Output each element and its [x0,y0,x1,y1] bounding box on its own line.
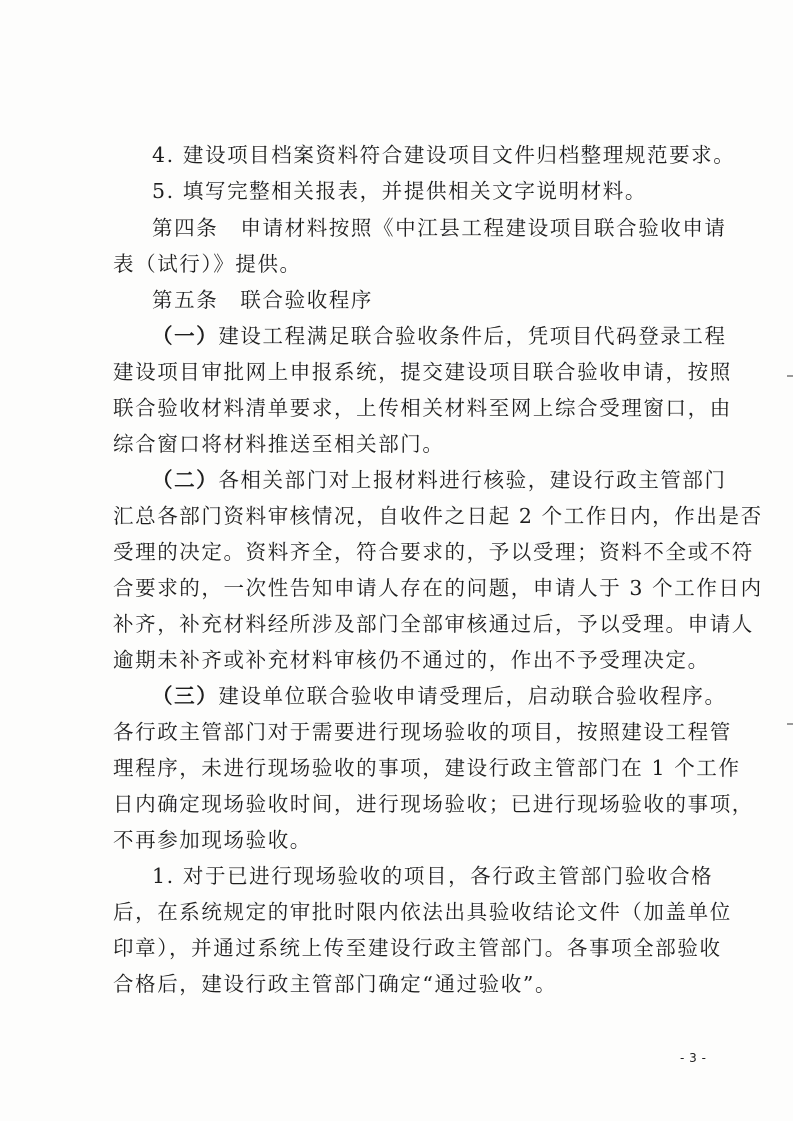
text-line: 理程序，未进行现场验收的事项，建设行政主管部门在 1 个工作 [113,756,741,780]
clause-number: （三） [152,684,219,708]
text-line: 表（试行）》提供。 [113,252,302,276]
text-line: 后，在系统规定的审批时限内依法出具验收结论文件（加盖单位 [113,900,732,924]
text-line: 合格后，建设行政主管部门确定“通过验收”。 [113,972,558,996]
item-one: 1. 对于已进行现场验收的项目，各行政主管部门验收合格 [152,864,714,888]
clause-two: （二）各相关部门对上报材料进行核验，建设行政主管部门 [152,468,727,492]
text-line: 逾期未补齐或补充材料审核仍不通过的，作出不予受理决定。 [113,648,710,672]
article-heading-4: 第四条 申请材料按照《中江县工程建设项目联合验收申请 [152,216,727,240]
text-line: 建设项目审批网上申报系统，提交建设项目联合验收申请，按照 [113,360,732,384]
page-number: - 3 - [680,1051,707,1065]
article-heading-5: 第五条 联合验收程序 [152,288,373,312]
text-line: 联合验收材料清单要求，上传相关材料至网上综合受理窗口，由 [113,396,732,420]
scan-artifact [787,723,793,725]
text-line: 各行政主管部门对于需要进行现场验收的项目，按照建设工程管 [113,720,732,744]
text-line: 汇总各部门资料审核情况，自收件之日起 2 个工作日内，作出是否 [113,504,763,528]
text-line: 印章），并通过系统上传至建设行政主管部门。各事项全部验收 [113,936,722,960]
text-line: 合要求的，一次性告知申请人存在的问题，申请人于 3 个工作日内 [113,576,763,600]
text-line: 补齐，补充材料经所涉及部门全部审核通过后，予以受理。申请人 [113,612,754,636]
clause-number: （二） [152,468,219,492]
scan-artifact [787,375,793,377]
text-line: 不再参加现场验收。 [113,828,312,852]
clause-three: （三）建设单位联合验收申请受理后，启动联合验收程序。 [152,684,727,708]
text-line: 日内确定现场验收时间，进行现场验收；已进行现场验收的事项， [113,792,754,816]
text-line: 受理的决定。资料齐全，符合要求的，予以受理；资料不全或不符 [113,540,754,564]
text-line: 4. 建设项目档案资料符合建设项目文件归档整理规范要求。 [152,143,736,167]
text-line: 5. 填写完整相关报表，并提供相关文字说明材料。 [152,179,647,203]
text-line: 综合窗口将材料推送至相关部门。 [113,432,445,456]
clause-one: （一）建设工程满足联合验收条件后，凭项目代码登录工程 [152,324,727,348]
clause-number: （一） [152,324,219,348]
